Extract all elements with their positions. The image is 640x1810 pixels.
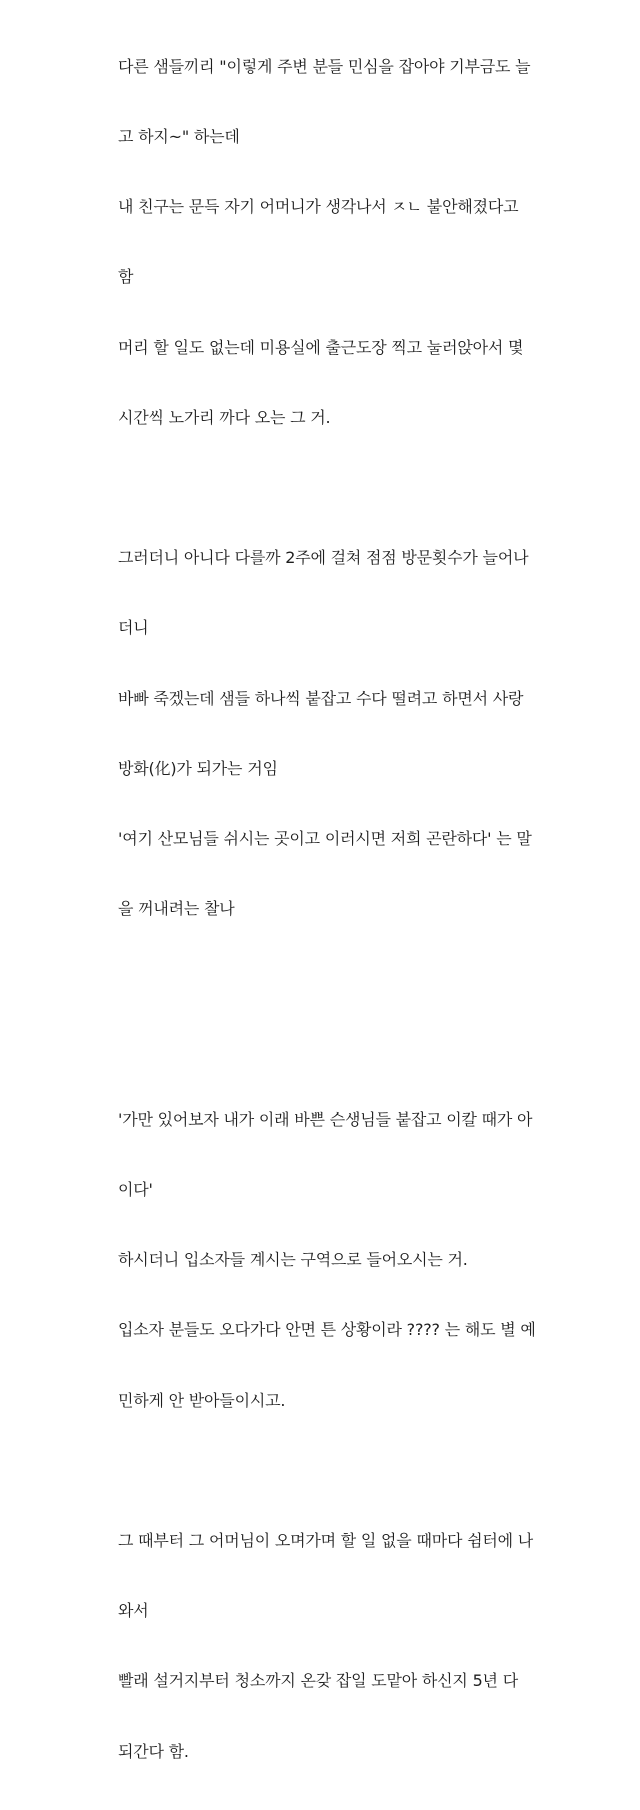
text-line: 민하게 안 받아들이시고.: [118, 1390, 286, 1410]
text-line: 고 하지~" 하는데: [118, 127, 240, 147]
blank-line: [118, 967, 588, 990]
text-line: 빨래 설거지부터 청소까지 온갖 잡일 도맡아 하신지 5년 다: [118, 1671, 518, 1691]
body-text: [118, 8, 588, 1810]
text-line: 머리 할 일도 없는데 미용실에 출근도장 찍고 눌러앉아서 몇: [118, 337, 524, 357]
text-line: 바빠 죽겠는데 샘들 하나씩 붙잡고 수다 떨려고 하면서 사랑: [118, 688, 524, 708]
text-line: 이다': [118, 1180, 153, 1200]
text-line: 시간씩 노가리 까다 오는 그 거.: [118, 407, 331, 427]
text-line: 을 꺼내려는 찰나: [118, 899, 235, 919]
text-line: '여기 산모님들 쉬시는 곳이고 이러시면 저희 곤란하다' 는 말: [118, 829, 532, 849]
text-line: 하시더니 입소자들 계시는 구역으로 들어오시는 거.: [118, 1250, 468, 1270]
text-line: 그러더니 아니다 다를까 2주에 걸쳐 점점 방문횟수가 늘어나: [118, 548, 529, 568]
blank-line: [118, 1459, 588, 1482]
text-line: 입소자 분들도 오다가다 안면 튼 상황이라 ???? 는 해도 별 예: [118, 1320, 536, 1340]
text-line: 방화(化)가 되가는 거임: [118, 758, 278, 778]
text-line: 다른 샘들끼리 "이렇게 주변 분들 민심을 잡아야 기부금도 늘: [118, 56, 531, 76]
blank-line: [118, 1038, 588, 1061]
text-line: 되간다 함.: [118, 1741, 189, 1761]
text-line: '가만 있어보자 내가 이래 바쁜 슨생님들 붙잡고 이칼 때가 아: [118, 1109, 533, 1129]
text-line: 와서: [118, 1601, 149, 1621]
text-line: 함: [118, 267, 134, 287]
text-line: 더니: [118, 618, 149, 638]
text-line: 내 친구는 문득 자기 어머니가 생각나서 ㅈㄴ 불안해졌다고: [118, 197, 519, 217]
blank-line: [118, 476, 588, 499]
text-line: 그 때부터 그 어머님이 오며가며 할 일 없을 때마다 쉼터에 나: [118, 1531, 534, 1551]
